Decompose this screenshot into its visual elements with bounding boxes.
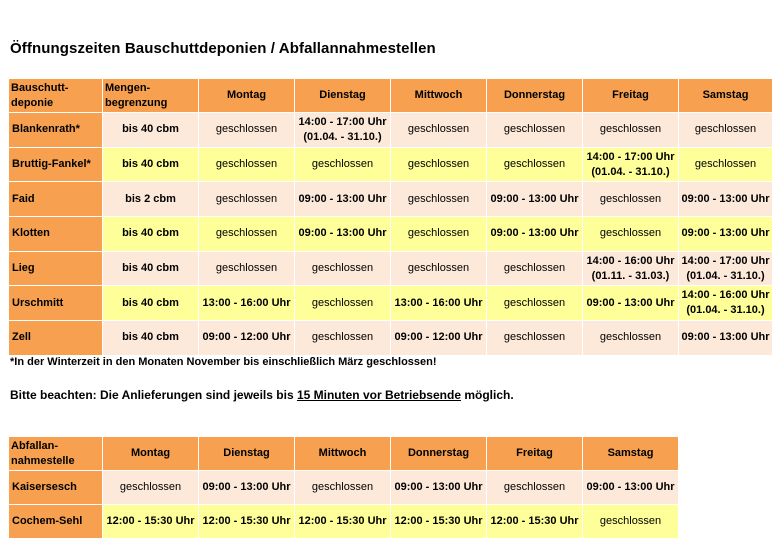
opening-hours-cell: 09:00 - 13:00 Uhr bbox=[391, 471, 487, 505]
opening-hours-cell: 09:00 - 13:00 Uhr bbox=[487, 217, 583, 252]
opening-hours-cell: geschlossen bbox=[391, 147, 487, 182]
opening-hours-cell: geschlossen bbox=[391, 113, 487, 148]
opening-hours-cell: geschlossen bbox=[487, 147, 583, 182]
table-row bbox=[9, 113, 773, 148]
opening-hours-cell: 09:00 - 13:00 Uhr bbox=[295, 217, 391, 252]
opening-hours-cell: geschlossen bbox=[199, 147, 295, 182]
opening-hours-cell: 13:00 - 16:00 Uhr bbox=[199, 286, 295, 321]
opening-hours-cell: geschlossen bbox=[391, 217, 487, 252]
opening-hours-cell: 12:00 - 15:30 Uhr bbox=[391, 505, 487, 539]
column-header: Montag bbox=[199, 79, 295, 113]
table-row bbox=[9, 182, 773, 217]
opening-hours-cell: geschlossen bbox=[487, 471, 583, 505]
column-header: Samstag bbox=[679, 79, 773, 113]
opening-hours-cell: 09:00 - 12:00 Uhr bbox=[391, 321, 487, 356]
column-header: Freitag bbox=[583, 79, 679, 113]
opening-hours-cell: 14:00 - 16:00 Uhr (01.11. - 31.03.) bbox=[583, 251, 679, 286]
header-row bbox=[9, 79, 773, 113]
header-row bbox=[9, 437, 679, 471]
opening-hours-cell: 09:00 - 13:00 Uhr bbox=[199, 471, 295, 505]
opening-hours-cell: 09:00 - 13:00 Uhr bbox=[679, 321, 773, 356]
location-name: Lieg bbox=[9, 251, 103, 286]
column-header: Freitag bbox=[487, 437, 583, 471]
column-header: Montag bbox=[103, 437, 199, 471]
opening-hours-cell: geschlossen bbox=[391, 182, 487, 217]
opening-hours-cell: geschlossen bbox=[583, 505, 679, 539]
opening-hours-cell: geschlossen bbox=[295, 251, 391, 286]
column-header: Donnerstag bbox=[391, 437, 487, 471]
column-header: Donnerstag bbox=[487, 79, 583, 113]
column-header: Mengen- begrenzung bbox=[103, 79, 199, 113]
hint-text-before: Bitte beachten: Die Anlieferungen sind jeweils bis bbox=[10, 388, 297, 402]
location-name: Bruttig-Fankel* bbox=[9, 147, 103, 182]
column-header: Mittwoch bbox=[391, 79, 487, 113]
opening-hours-cell: geschlossen bbox=[583, 113, 679, 148]
table-row bbox=[9, 286, 773, 321]
column-header: Bauschutt- deponie bbox=[9, 79, 103, 113]
hint-text-after: möglich. bbox=[461, 388, 514, 402]
opening-hours-cell: geschlossen bbox=[199, 251, 295, 286]
location-name: Faid bbox=[9, 182, 103, 217]
opening-hours-cell: geschlossen bbox=[295, 471, 391, 505]
location-name: Zell bbox=[9, 321, 103, 356]
quantity-limit: bis 40 cbm bbox=[103, 113, 199, 148]
opening-hours-cell: geschlossen bbox=[487, 321, 583, 356]
deponien-table bbox=[8, 78, 773, 356]
column-header: Abfallan- nahmestelle bbox=[9, 437, 103, 471]
winter-note: *In der Winterzeit in den Monaten November bis einschließlich März geschlossen! bbox=[10, 356, 437, 368]
column-header: Dienstag bbox=[295, 79, 391, 113]
opening-hours-cell: 12:00 - 15:30 Uhr bbox=[199, 505, 295, 539]
opening-hours-cell: geschlossen bbox=[295, 321, 391, 356]
opening-hours-cell: 09:00 - 13:00 Uhr bbox=[679, 217, 773, 252]
opening-hours-cell: geschlossen bbox=[199, 113, 295, 148]
opening-hours-cell: geschlossen bbox=[199, 217, 295, 252]
opening-hours-cell: 14:00 - 17:00 Uhr (01.04. - 31.10.) bbox=[295, 113, 391, 148]
opening-hours-cell: 12:00 - 15:30 Uhr bbox=[487, 505, 583, 539]
opening-hours-cell: geschlossen bbox=[583, 321, 679, 356]
opening-hours-cell: geschlossen bbox=[487, 251, 583, 286]
hint-text-underlined: 15 Minuten vor Betriebsende bbox=[296, 388, 461, 402]
opening-hours-cell: 12:00 - 15:30 Uhr bbox=[295, 505, 391, 539]
opening-hours-cell: 13:00 - 16:00 Uhr bbox=[391, 286, 487, 321]
opening-hours-cell: geschlossen bbox=[103, 471, 199, 505]
opening-hours-cell: geschlossen bbox=[679, 113, 773, 148]
opening-hours-cell: geschlossen bbox=[295, 286, 391, 321]
opening-hours-cell: 14:00 - 17:00 Uhr (01.04. - 31.10.) bbox=[679, 251, 773, 286]
opening-hours-cell: 09:00 - 13:00 Uhr bbox=[679, 182, 773, 217]
column-header: Mittwoch bbox=[295, 437, 391, 471]
column-header: Samstag bbox=[583, 437, 679, 471]
opening-hours-cell: geschlossen bbox=[199, 182, 295, 217]
opening-hours-cell: geschlossen bbox=[295, 147, 391, 182]
opening-hours-cell: geschlossen bbox=[487, 113, 583, 148]
opening-hours-cell: 14:00 - 16:00 Uhr (01.04. - 31.10.) bbox=[679, 286, 773, 321]
delivery-hint bbox=[10, 388, 514, 402]
table-row bbox=[9, 505, 679, 539]
quantity-limit: bis 2 cbm bbox=[103, 182, 199, 217]
opening-hours-cell: geschlossen bbox=[391, 251, 487, 286]
location-name: Urschmitt bbox=[9, 286, 103, 321]
opening-hours-cell: 09:00 - 13:00 Uhr bbox=[295, 182, 391, 217]
opening-hours-cell: geschlossen bbox=[583, 217, 679, 252]
page-title: Öffnungszeiten Bauschuttdeponien / Abfallannahmestellen bbox=[10, 40, 436, 57]
table-row bbox=[9, 147, 773, 182]
column-header: Dienstag bbox=[199, 437, 295, 471]
table-row bbox=[9, 321, 773, 356]
opening-hours-cell: 09:00 - 13:00 Uhr bbox=[487, 182, 583, 217]
table-row bbox=[9, 251, 773, 286]
opening-hours-cell: geschlossen bbox=[487, 286, 583, 321]
quantity-limit: bis 40 cbm bbox=[103, 217, 199, 252]
opening-hours-cell: 09:00 - 13:00 Uhr bbox=[583, 471, 679, 505]
quantity-limit: bis 40 cbm bbox=[103, 286, 199, 321]
location-name: Klotten bbox=[9, 217, 103, 252]
location-name: Blankenrath* bbox=[9, 113, 103, 148]
quantity-limit: bis 40 cbm bbox=[103, 251, 199, 286]
location-name: Kaisersesch bbox=[9, 471, 103, 505]
quantity-limit: bis 40 cbm bbox=[103, 147, 199, 182]
location-name: Cochem-Sehl bbox=[9, 505, 103, 539]
opening-hours-cell: geschlossen bbox=[679, 147, 773, 182]
opening-hours-cell: 12:00 - 15:30 Uhr bbox=[103, 505, 199, 539]
opening-hours-cell: 14:00 - 17:00 Uhr (01.04. - 31.10.) bbox=[583, 147, 679, 182]
opening-hours-cell: 09:00 - 12:00 Uhr bbox=[199, 321, 295, 356]
opening-hours-cell: geschlossen bbox=[583, 182, 679, 217]
table-row bbox=[9, 217, 773, 252]
quantity-limit: bis 40 cbm bbox=[103, 321, 199, 356]
table-row bbox=[9, 471, 679, 505]
opening-hours-cell: 09:00 - 13:00 Uhr bbox=[583, 286, 679, 321]
annahme-table bbox=[8, 436, 679, 539]
